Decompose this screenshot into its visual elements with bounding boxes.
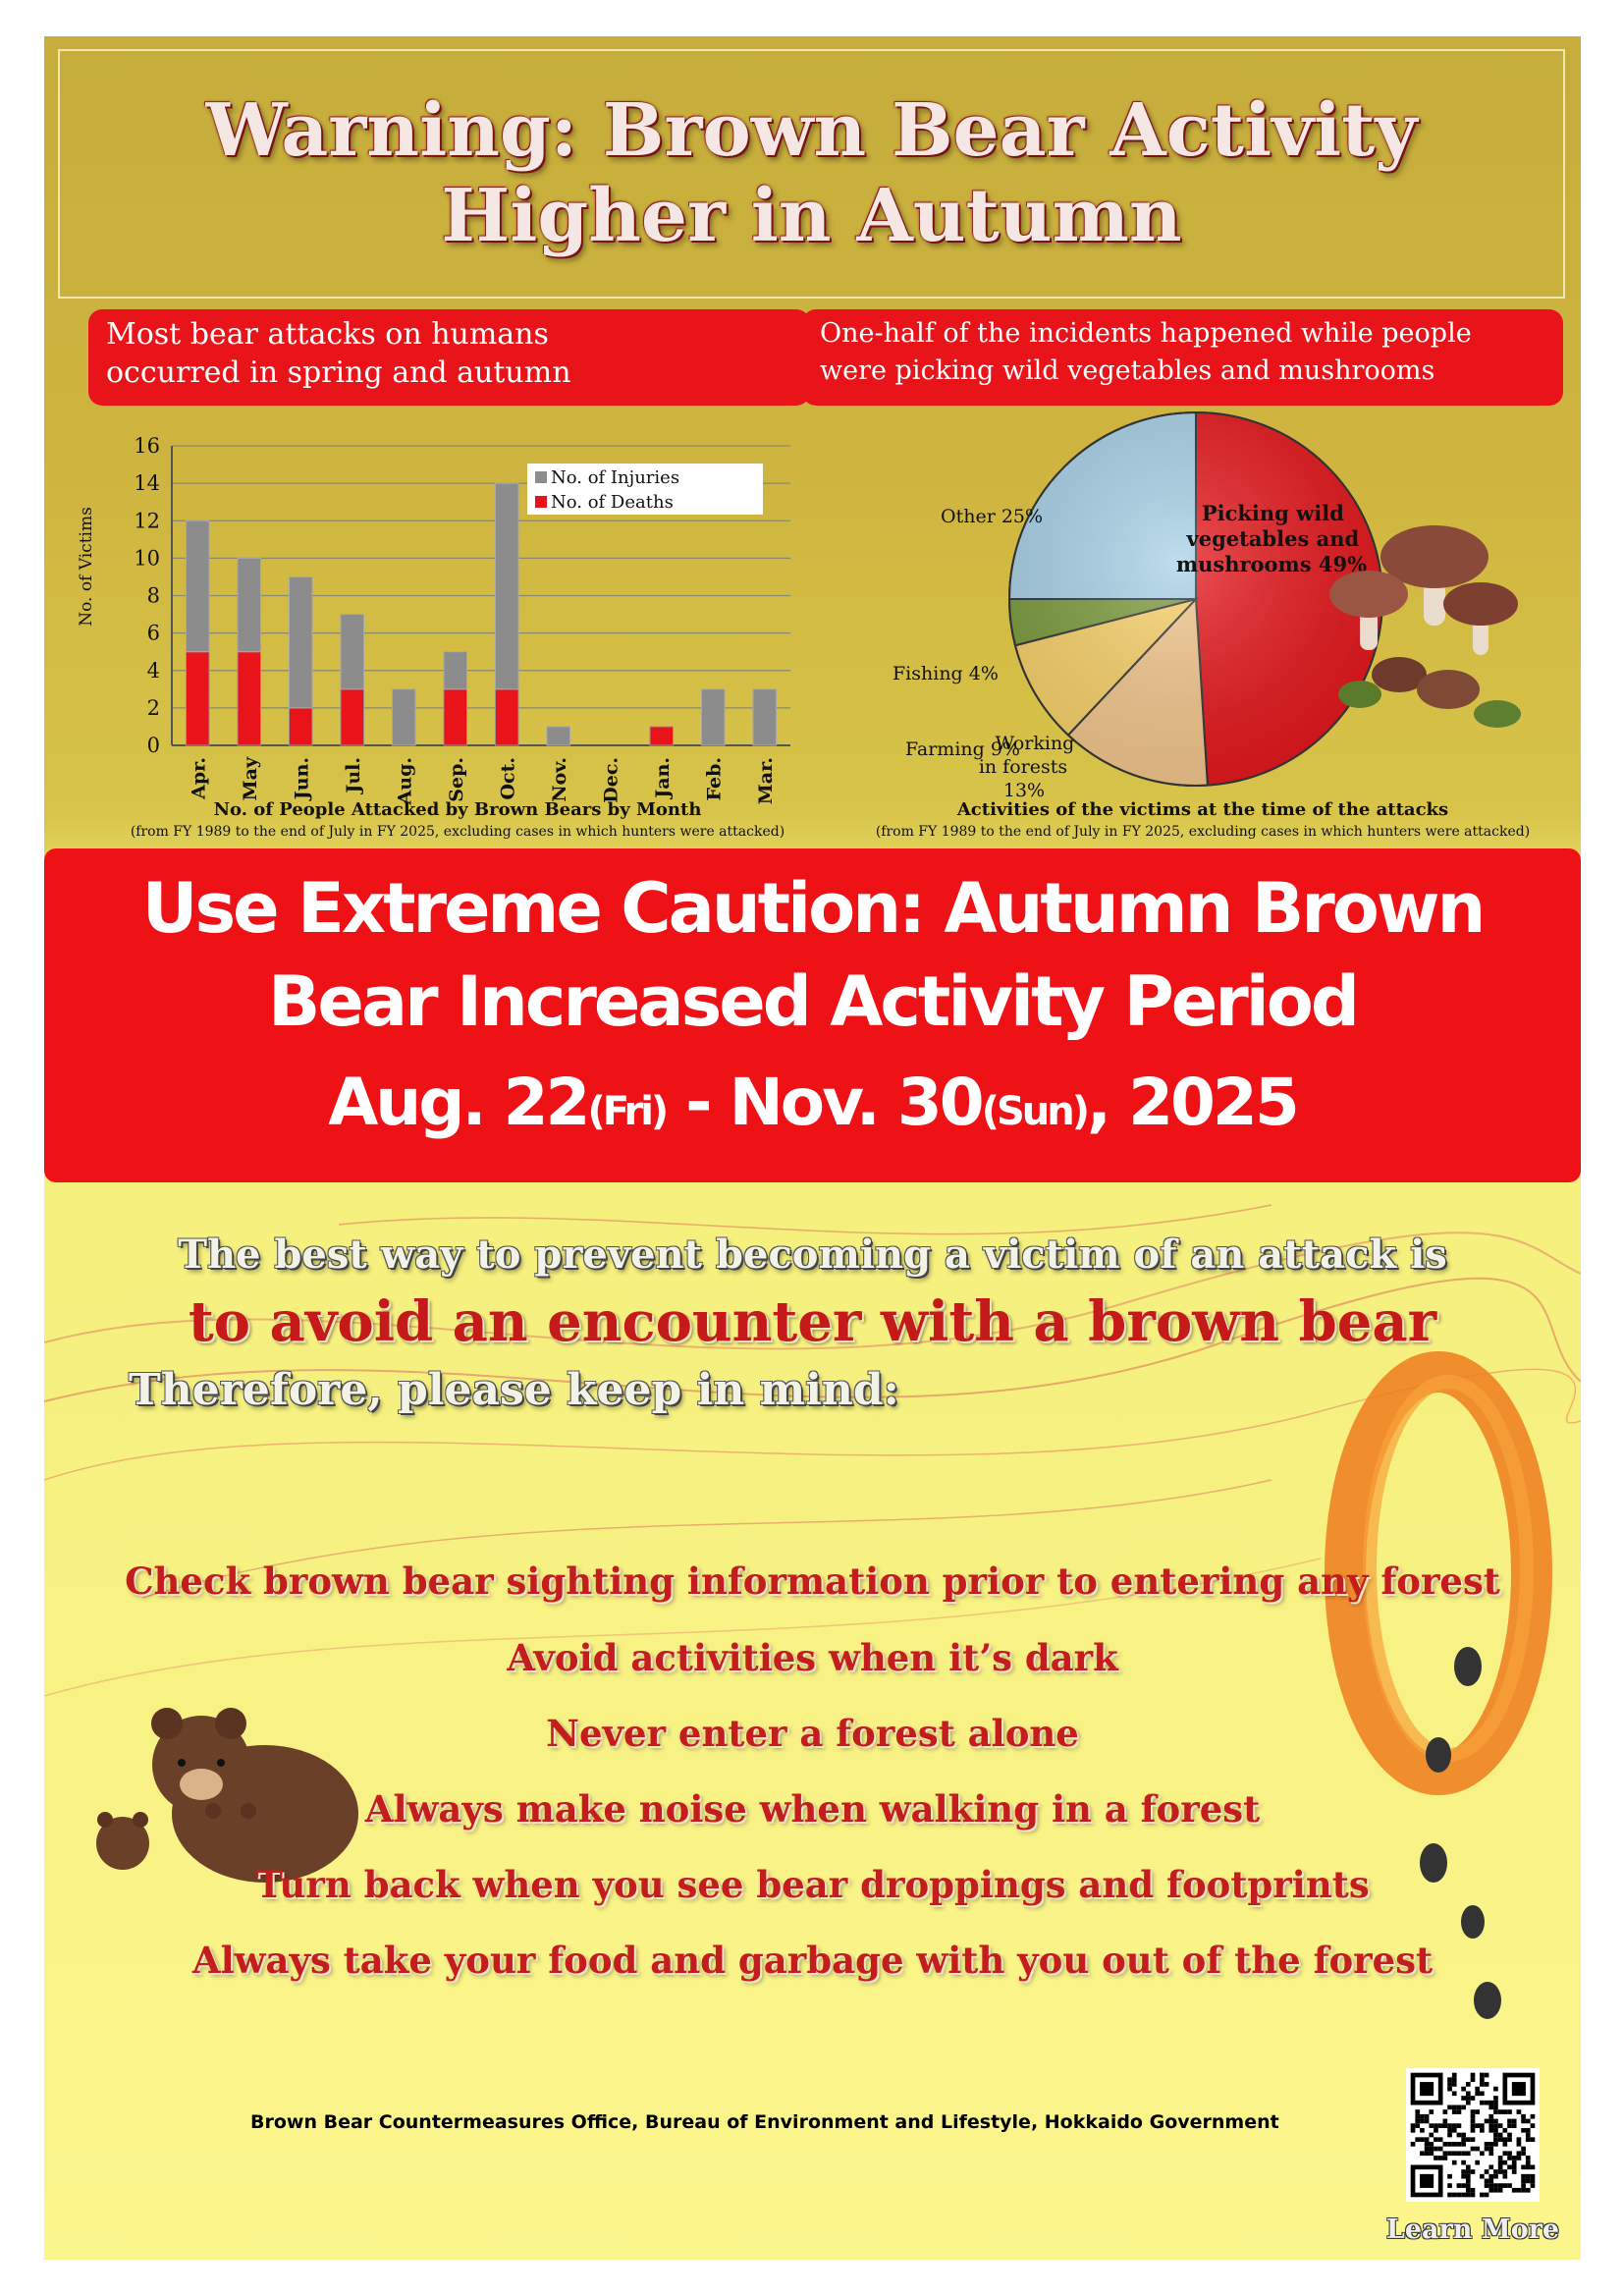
bar-banner-line1: Most bear attacks on humans	[106, 317, 549, 352]
caution-day-end: (Sun)	[981, 1089, 1088, 1134]
bar-x-tick: Oct.	[497, 757, 519, 800]
bar-legend	[527, 464, 763, 515]
bar-y-tick: 4	[146, 658, 160, 683]
poster	[44, 36, 1581, 2260]
pie-banner-line1: One-half of the incidents happened while people	[820, 318, 1472, 349]
bar-chart-banner	[88, 309, 810, 406]
bar-injuries	[547, 727, 570, 745]
pie-chart	[810, 410, 1581, 851]
message-line2: to avoid an encounter with a brown bear	[188, 1289, 1437, 1354]
bar-deaths	[341, 689, 364, 745]
qr-code-icon[interactable]	[1406, 2068, 1540, 2202]
pie-chart-caption: Activities of the victims at the time of the attacks	[956, 799, 1449, 820]
pie-label-other: Other 25%	[941, 506, 1044, 527]
bar-injuries	[341, 615, 364, 689]
pie-label-working: Working in forests 13%	[978, 733, 1075, 801]
legend-deaths-swatch	[535, 496, 547, 508]
caution-date-end: Nov. 30	[729, 1065, 982, 1140]
bar-chart-caption: No. of People Attacked by Brown Bears by Month	[213, 799, 702, 820]
bar-injuries	[289, 576, 312, 707]
bar-banner-line2: occurred in spring and autumn	[106, 355, 571, 390]
pie-chart-banner	[802, 309, 1563, 406]
bar-x-tick: May	[239, 757, 261, 801]
bar-injuries	[238, 558, 261, 651]
rule-item: Always make noise when walking in a forest	[364, 1787, 1261, 1831]
caution-line2: Bear Increased Activity Period	[268, 961, 1357, 1042]
bar-chart	[44, 410, 810, 851]
learn-more-link[interactable]: Learn More	[1385, 2214, 1560, 2245]
bar-y-tick: 12	[134, 509, 160, 533]
bar-y-tick: 2	[146, 695, 160, 720]
bar-x-tick: Apr.	[188, 757, 210, 799]
bar-y-tick: 0	[146, 734, 160, 757]
caution-line1: Use Extreme Caution: Autumn Brown	[141, 868, 1484, 949]
bar-deaths	[495, 689, 518, 745]
rule-item: Check brown bear sighting information prior to entering any forest	[125, 1559, 1500, 1603]
pie-banner-line2: were picking wild vegetables and mushrooms	[820, 355, 1435, 386]
bar-y-tick: 14	[134, 471, 160, 496]
bar-x-tick: Sep.	[445, 757, 467, 802]
bar-deaths	[186, 652, 209, 745]
caution-year: , 2025	[1087, 1065, 1297, 1140]
bar-y-tick: 10	[134, 546, 160, 571]
caution-dates	[44, 1049, 1581, 1166]
bar-deaths	[650, 727, 674, 745]
legend-injuries-label: No. of Injuries	[551, 467, 680, 488]
caution-day-start: (Fri)	[587, 1089, 667, 1134]
bar-deaths	[238, 652, 261, 745]
poster-title-line1: Warning: Brown Bear Activity	[205, 87, 1418, 173]
bar-x-tick: Dec.	[600, 757, 622, 803]
message-line3: Therefore, please keep in mind:	[129, 1365, 899, 1415]
bar-injuries	[186, 520, 209, 651]
pie-label-picking: Picking wild vegetables and mushrooms 49%	[1175, 501, 1368, 576]
bar-injuries	[701, 689, 725, 745]
bar-x-tick: Jan.	[651, 757, 674, 798]
bar-injuries	[495, 483, 518, 689]
message-line1: The best way to prevent becoming a victim of an attack is	[178, 1231, 1447, 1278]
bar-x-tick: Jul.	[342, 757, 364, 793]
footer-office: Brown Bear Countermeasures Office, Bureau of Environment and Lifestyle, Hokkaido Government	[250, 2111, 1279, 2133]
bar-x-tick: Feb.	[703, 757, 726, 801]
bar-y-tick: 6	[146, 621, 160, 645]
bar-y-axis-label: No. of Victims	[77, 507, 96, 627]
legend-injuries-swatch	[535, 471, 547, 483]
bar-x-tick: Jun.	[291, 757, 313, 800]
rule-item: Avoid activities when it’s dark	[507, 1636, 1118, 1679]
rule-item: Never enter a forest alone	[546, 1712, 1079, 1755]
bar-x-tick: Nov.	[548, 757, 570, 802]
rule-item: Always take your food and garbage with you out of the forest	[191, 1939, 1434, 1982]
bar-x-tick: Mar.	[754, 757, 777, 805]
bar-injuries	[444, 652, 467, 689]
bar-y-tick: 16	[134, 434, 160, 458]
caution-banner	[44, 848, 1581, 1182]
caution-date-start: Aug. 22	[328, 1065, 588, 1140]
legend-deaths-label: No. of Deaths	[551, 492, 674, 513]
bar-injuries	[392, 689, 415, 745]
bar-deaths	[289, 708, 312, 745]
bar-injuries	[753, 689, 777, 745]
rule-item: Turn back when you see bear droppings and footprints	[255, 1863, 1370, 1906]
pie-label-fishing: Fishing 4%	[893, 663, 999, 684]
bar-chart-note: (from FY 1989 to the end of July in FY 2025, excluding cases in which hunters were attacked)	[130, 824, 785, 840]
title-box	[58, 49, 1565, 299]
bar-y-tick: 8	[146, 583, 160, 608]
caution-dash: -	[666, 1065, 730, 1140]
poster-title-line2: Higher in Autumn	[441, 174, 1182, 258]
pie-label-farming: Farming 9%	[905, 738, 1020, 760]
pie-chart-note: (from FY 1989 to the end of July in FY 2025, excluding cases in which hunters were attacked)	[875, 824, 1531, 840]
bar-deaths	[444, 689, 467, 745]
bar-x-tick: Aug.	[394, 757, 416, 805]
